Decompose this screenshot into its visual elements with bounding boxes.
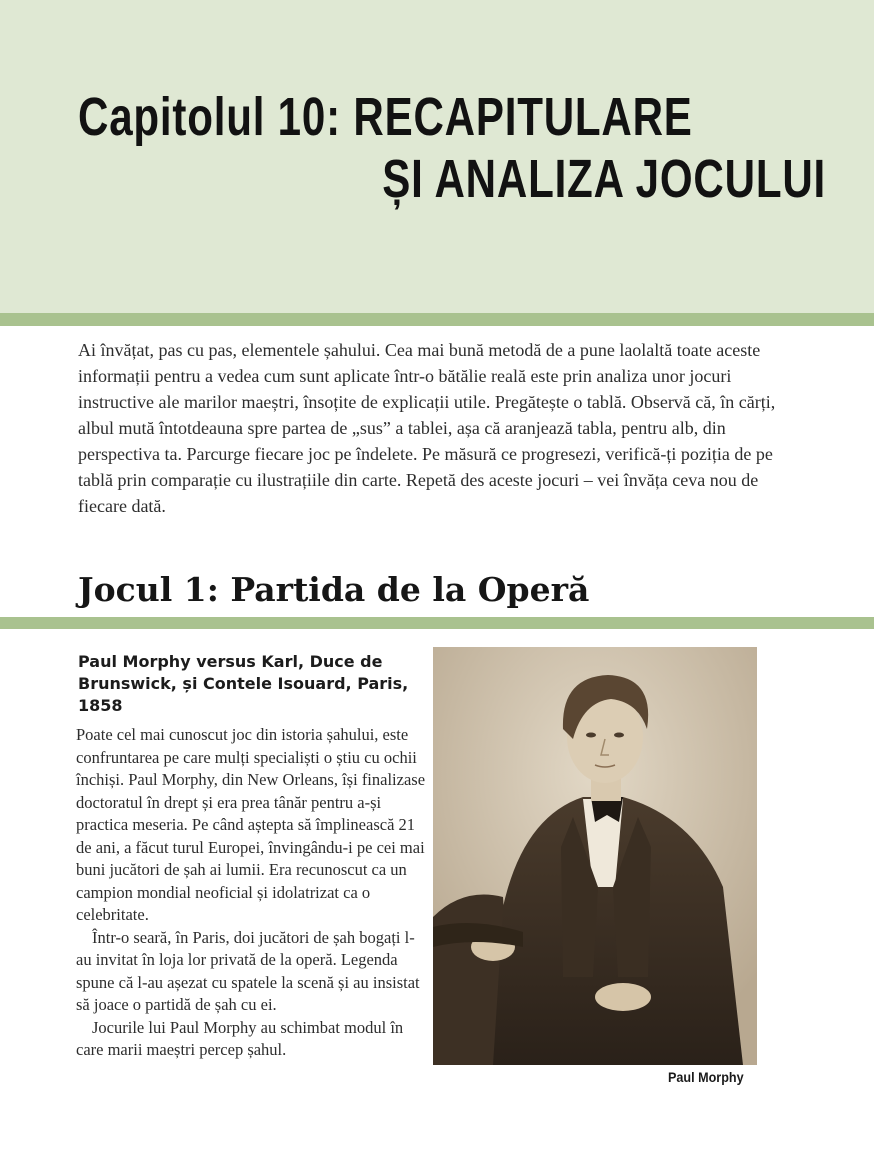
- game-body-text: [76, 724, 426, 1062]
- body-paragraph: Jocurile lui Paul Morphy au schimbat modul în care marii maeștri percep șahul.: [76, 1017, 404, 1059]
- intro-paragraph: Ai învățat, pas cu pas, elementele șahului. Cea mai bună metodă de a pune laolaltă toate aceste informații pentru a vedea cum sunt aplicate într-o bătălie reală este prin analiza unor jocuri instructive ale marilor maeștri, însoțite de explicații utile. Pregătește o tablă. Observă că, în cărți, albul mută întotdeauna spre partea de „sus” a tablei, așa că aranjează tabla, pentru alb, din perspectiva ta. Parcurge fiecare joc pe îndelete. Pe măsură ce progresezi, verifică-ți poziția de pe tablă prin comparație cu ilustrațiile din carte. Repetă des aceste jocuri – vei învăța ceva nou de fiecare dată.: [78, 340, 776, 516]
- chapter-title: [78, 86, 826, 210]
- game-divider: [0, 617, 874, 629]
- portrait-engraving: [433, 647, 757, 1065]
- game-subheading: Paul Morphy versus Karl, Duce de Brunswick, și Contele Isouard, Paris, 1858: [78, 652, 409, 715]
- portrait-image: [433, 647, 757, 1065]
- portrait-caption: Paul Morphy: [668, 1069, 744, 1085]
- body-paragraph: Poate cel mai cunoscut joc din istoria șahului, este confruntarea pe care mulți specialiști o știu cu ochii închiși. Paul Morphy, din New Orleans, își finalizase doctoratul în drept și era prea tânăr pentru a-și practica meseria. Pe când aștepta să împlinească 21 de ani, a făcut turul Europei, învingându-i pe cei mai buni jucători de șah ai lumii. Era recunoscut ca un campion mondial neoficial și idolatrizat ca o celebritate.: [76, 725, 426, 924]
- body-paragraph: Într-o seară, în Paris, doi jucători de șah bogați l-au invitat în loja lor privată de la operă. Legenda spune că l-au așezat cu spatele la scenă și au insistat să joace o partidă de șah cu ei.: [76, 927, 420, 1014]
- game-heading: Jocul 1: Partida de la Operă: [78, 570, 590, 609]
- chapter-title-line2: ȘI ANALIZA JOCULUI: [382, 149, 827, 209]
- chapter-title-line1: RECAPITULARE: [353, 87, 693, 147]
- header-divider: [0, 313, 874, 326]
- chapter-number: Capitolul 10:: [78, 87, 341, 147]
